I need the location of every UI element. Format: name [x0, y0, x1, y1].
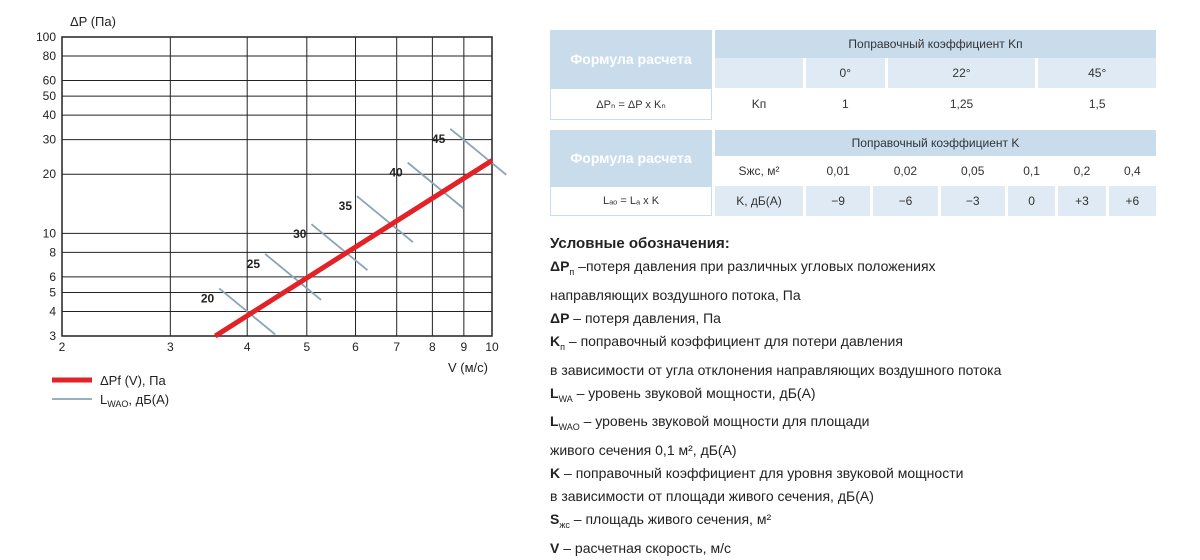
k-value: −6 — [873, 186, 937, 216]
k-value: +6 — [1109, 186, 1156, 216]
legend-label: ΔPf (V), Па — [100, 373, 166, 388]
legend-description: направляющих воздушного потока, Па — [550, 286, 801, 303]
y-tick-label: 10 — [42, 226, 56, 241]
y-tick-label: 3 — [49, 329, 56, 343]
lwa-line-label: 40 — [389, 165, 403, 180]
x-tick-label: 7 — [393, 340, 401, 354]
legend-symbol: L — [550, 384, 559, 401]
legend-description: –потеря давления при различных угловых положениях — [574, 258, 936, 274]
legend-entry — [550, 382, 1190, 411]
y-tick-label: 20 — [42, 167, 56, 182]
legend-symbol: S — [550, 511, 560, 528]
legend-entry — [550, 255, 1190, 284]
y-tick-label: 80 — [42, 49, 56, 64]
legend-description: в зависимости от площади живого сечения, дБ(А) — [550, 488, 874, 505]
formula-text-2: Lₐₒ = Lₐ x K — [550, 186, 712, 216]
y-tick-label: 5 — [49, 285, 56, 300]
legend-entry — [550, 330, 1190, 359]
lwa-line-label: 25 — [246, 256, 261, 271]
legend-label: $L_{WAO}$, дБ(А) — [100, 392, 170, 409]
formula-title-2: Формула расчета — [550, 130, 712, 186]
legend-entry — [550, 485, 1190, 508]
y-axis-label: ΔP (Па) — [70, 14, 116, 29]
lwa-line — [357, 196, 413, 242]
kp-label: Kп — [751, 97, 767, 111]
legend-description: в зависимости от угла отклонения направляющих воздушного потока — [550, 361, 1002, 378]
k-label: K, дБ(А) — [715, 186, 803, 216]
kp-value-45: 1,5 — [1088, 97, 1106, 111]
legend-entry — [550, 359, 1190, 382]
formula-title-1: Формула расчета — [550, 30, 712, 88]
y-tick-label: 50 — [42, 89, 56, 104]
legend-entry — [550, 439, 1190, 462]
x-tick-label: 5 — [303, 340, 311, 354]
x-tick-label: 6 — [352, 340, 359, 354]
legend-description: живого сечения 0,1 м², дБ(А) — [550, 442, 737, 459]
k-value: −3 — [941, 186, 1005, 216]
pressure-loss-line — [215, 160, 492, 336]
pressure-velocity-chart — [0, 0, 530, 420]
x-tick-label: 4 — [243, 340, 251, 354]
table1-header: Поправочный коэффициент Kп — [715, 30, 1156, 58]
legend-description: – площадь живого сечения, м² — [569, 511, 772, 528]
chart-grid — [62, 37, 492, 336]
x-tick-label: 10 — [485, 340, 499, 354]
y-tick-label: 100 — [35, 30, 56, 44]
legend-entry — [550, 307, 1190, 330]
kp-value-0: 1 — [841, 97, 849, 111]
y-tick-label: 40 — [42, 108, 56, 123]
x-tick-label: 3 — [166, 340, 174, 354]
lwa-line-label: 20 — [200, 291, 215, 306]
chart-series — [215, 160, 492, 336]
legend-description: – потеря давления, Па — [569, 309, 721, 326]
symbols-legend — [550, 232, 1190, 560]
angle-0: 0° — [806, 58, 885, 88]
lwa-line-label: 35 — [338, 199, 353, 214]
legend-entry — [550, 508, 1190, 537]
legend-symbol: ΔP — [550, 309, 570, 326]
s-value: 0,01 — [826, 164, 850, 178]
x-tick-label: 9 — [460, 340, 468, 354]
kp-value-22: 1,25 — [949, 97, 974, 111]
x-tick-label: 2 — [58, 340, 66, 354]
correction-table-area — [547, 130, 1159, 216]
s-value: 0,2 — [1073, 164, 1091, 178]
legend-symbol-sub: WAO — [558, 422, 580, 433]
legend-symbol-sub: WA — [558, 393, 573, 404]
y-tick-label: 8 — [49, 245, 56, 260]
lwa-line-label: 30 — [293, 227, 307, 242]
legend-entry — [550, 410, 1190, 439]
k-value: +3 — [1058, 186, 1105, 216]
x-tick-label: 8 — [429, 340, 436, 354]
legend-symbol: V — [550, 539, 560, 556]
y-tick-label: 60 — [42, 73, 56, 88]
legend-description: – расчетная скорость, м/с — [559, 539, 731, 556]
legend-description: – уровень звуковой мощности для площади — [579, 413, 870, 430]
s-value: 0,1 — [1023, 164, 1040, 178]
legend-entry — [550, 462, 1190, 485]
angle-45: 45° — [1038, 58, 1156, 88]
legend-symbol-sub: жс — [559, 519, 570, 530]
legend-symbol: L — [550, 413, 559, 430]
k-value: 0 — [1008, 186, 1055, 216]
k-value: −9 — [806, 186, 870, 216]
correction-table-angle — [547, 30, 1159, 120]
legend-symbol: K — [550, 465, 561, 482]
lwa-lines — [201, 129, 506, 335]
formula-text-1: ΔPₙ = ΔP x Kₙ — [550, 88, 712, 120]
legend-description: – поправочный коэффициент для потери давления — [565, 332, 903, 349]
legend-symbol-sub: п — [569, 266, 575, 277]
legend-title: Условные обозначения: — [550, 235, 730, 252]
plot-frame — [62, 37, 492, 336]
y-tick-label: 4 — [49, 304, 56, 319]
legend-symbol-sub: п — [560, 341, 565, 352]
legend-entry — [550, 537, 1190, 560]
x-axis-label: V (м/с) — [448, 360, 488, 375]
angle-22: 22° — [888, 58, 1036, 88]
lwa-line-label: 45 — [431, 131, 446, 146]
s-label: Sжс, м² — [738, 164, 780, 178]
legend-entry — [550, 284, 1190, 307]
s-value: 0,05 — [961, 164, 985, 178]
chart-legend — [52, 373, 169, 409]
legend-description: – уровень звуковой мощности, дБ(А) — [572, 384, 816, 401]
legend-symbol: ΔP — [550, 258, 570, 274]
y-tick-label: 30 — [42, 132, 56, 147]
s-value: 0,02 — [893, 164, 918, 178]
table2-header: Поправочный коэффициент K — [715, 130, 1156, 156]
legend-symbol: K — [550, 332, 561, 349]
y-tick-label: 6 — [49, 269, 56, 284]
s-value: 0,4 — [1123, 164, 1141, 178]
legend-description: – поправочный коэффициент для уровня звуковой мощности — [560, 465, 964, 482]
